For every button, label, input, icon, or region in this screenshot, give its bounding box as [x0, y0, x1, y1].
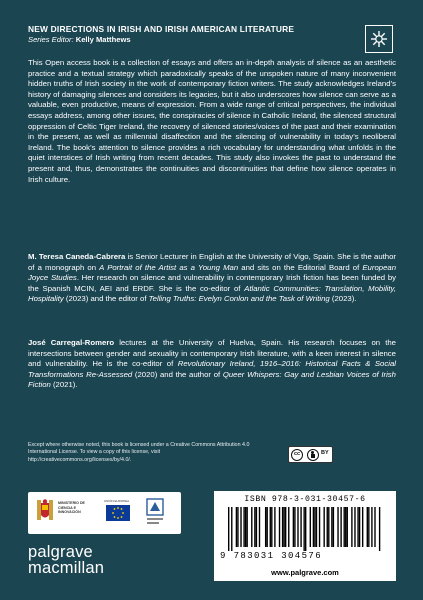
license-notice: Except where otherwise noted, this book is licensed under a Creative Commons Attribution 4.0 International License. To view a copy of this license, visit http://creativecommons.org/licenses/by/4.0/. — [28, 442, 250, 463]
barcode-bar — [246, 507, 247, 547]
barcode-bar — [288, 507, 289, 547]
barcode-bar — [374, 507, 375, 547]
barcode-bar — [279, 507, 280, 547]
barcode-bar — [379, 507, 380, 551]
editor-bio-caneda — [28, 252, 396, 305]
bio-text: is Senior Lecturer in English at the University of Vigo, Spain. She is the author of a monograph on — [28, 252, 396, 272]
publisher-logo-line2: macmillan — [28, 559, 105, 577]
barcode-graphic — [228, 507, 382, 551]
barcode-bar — [245, 507, 246, 547]
barcode-bar — [371, 507, 372, 547]
barcode-digits: 9 783031 304576 — [220, 551, 323, 561]
barcode-bar — [331, 507, 332, 547]
isbn-barcode-box — [214, 491, 396, 581]
series-editor-name: Kelly Matthews — [75, 35, 131, 44]
open-access-star-icon — [365, 25, 393, 53]
bio-text: lectures at the University of Huelva, Spain. His research focuses on the intersections between gender and sexuality in contemporary Irish literature, with a keen interest in silence and vulnerability. He is the co-editor of — [28, 338, 396, 369]
bio-title: Telling Truths: Evelyn Conlon and the Task of Writing — [148, 294, 330, 304]
isbn-label: ISBN 978-3-031-30457-6 — [244, 495, 366, 504]
barcode-bar — [270, 507, 271, 547]
barcode-bar — [274, 507, 275, 547]
eu-logo — [104, 499, 134, 503]
barcode-bar — [303, 507, 304, 551]
bio-title: Queer Whispers: Gay and Lesbian Voices of Irish Fiction — [28, 369, 396, 390]
barcode-bar — [251, 507, 252, 547]
bio-title: Revolutionary Ireland, 1916–2016: Historical Facts & Social Transformations Re-Assessed — [28, 359, 396, 379]
bio-text: . Her research on silence and vulnerability in contemporary Irish fiction has been funded by the Spanish MCIN, AEI and ERDF. She is the co-editor of — [28, 273, 397, 293]
barcode-bar — [237, 507, 238, 547]
bio-title: A Portrait of the Artist as a Young Man — [99, 262, 239, 272]
series-editor — [28, 35, 131, 44]
barcode-bar — [323, 507, 324, 547]
barcode-bar — [357, 507, 358, 547]
barcode-bar — [351, 507, 352, 547]
barcode-bar — [345, 507, 346, 547]
cc-icon: cc — [291, 449, 303, 461]
barcode-bar — [228, 507, 229, 551]
barcode-bar — [236, 507, 237, 547]
barcode-bar — [240, 507, 241, 547]
barcode-bar — [310, 507, 311, 547]
bio-text: (2020) and the author of — [132, 369, 223, 379]
barcode-bar — [319, 507, 320, 547]
bio-title: European Joyce Studies — [28, 262, 397, 283]
bio-text: (2023) and the editor of — [63, 294, 149, 304]
bio-text: and sits on the Editorial Board of — [238, 262, 363, 272]
funder-logos — [28, 492, 181, 534]
barcode-bar — [344, 507, 345, 547]
barcode-bar — [259, 507, 260, 547]
barcode-bar — [347, 507, 348, 547]
series-title: NEW DIRECTIONS IN IRISH AND IRISH AMERICAN LITERATURE — [28, 24, 295, 34]
bio-title: Atlantic Communities: Translation, Mobility, Hospitality — [28, 283, 396, 304]
barcode-bar — [297, 507, 298, 547]
bio-text: (2021). — [50, 380, 78, 390]
editor-bio-carregal — [28, 338, 396, 391]
eu-label: UNIÓN EUROPEA — [104, 499, 130, 503]
barcode-bar — [314, 507, 315, 547]
attribution-person-icon — [307, 449, 319, 461]
by-label: BY — [321, 450, 329, 456]
cc-by-license-badge — [288, 446, 333, 463]
barcode-bar — [282, 507, 283, 547]
barcode-bar — [231, 507, 232, 551]
eu-flag-icon — [106, 505, 130, 521]
barcode-bar — [328, 507, 329, 547]
barcode-bar — [256, 507, 257, 547]
barcode-bar — [267, 507, 268, 547]
barcode-bar — [294, 507, 295, 547]
barcode-bar — [354, 507, 355, 547]
barcode-bar — [316, 507, 317, 547]
barcode-bar — [362, 507, 363, 547]
spain-coat-of-arms-icon — [36, 498, 54, 524]
series-editor-label: Series Editor: — [28, 35, 74, 44]
bio-text: (2023). — [329, 294, 357, 304]
barcode-bar — [265, 507, 266, 547]
barcode-bar — [368, 507, 369, 547]
barcode-bar — [367, 507, 368, 547]
publisher-logo-line1: palgrave — [28, 543, 93, 561]
bio-name: M. Teresa Caneda-Cabrera — [28, 252, 126, 261]
bio-name: José Carregal-Romero — [28, 338, 115, 347]
barcode-bar — [359, 507, 360, 547]
barcode-bar — [300, 507, 301, 547]
barcode-bar — [327, 507, 328, 547]
book-summary: This Open access book is a collection of essays and offers an in-depth analysis of silence as an aesthetic practice and a textual strategy which paradoxically speaks of the unspoken nature of many inconvenient hidden truths of Irish society in the work of contemporary fiction writers. The study acknowledges Ireland’s history of damaging silences and considers its legacies, but it also underscores how silence can serve as a valuable, even productive, means of expression. From a wide range of critical perspectives, the individual essays address, among other issues, the conspiracies of silence in Catholic Ireland, the silenced structural oppression of Celtic Tiger Ireland, the recovery of silenced stories/voices of the past and their examination in the present, as well as millennial disaffection and the silencing of vulnerability in today’s neoliberal Ireland. The book’s attention to silence provides a rich vocabulary for understanding what unfolds in the quiet interstices of Irish writing from recent decades. This study also invokes the past to understand the present and, thus, demonstrates the continuities and discontinuities that define how silence operates in Irish culture. — [28, 58, 396, 184]
barcode-bar — [283, 507, 284, 547]
barcode-bar — [285, 507, 286, 547]
ministry-label: MINISTERIO DE CIENCIA E INNOVACIÓN — [58, 501, 85, 515]
barcode-bar — [254, 507, 255, 547]
barcode-bar — [333, 507, 334, 547]
publisher-website: www.palgrave.com — [214, 568, 396, 577]
barcode-bar — [305, 507, 306, 551]
barcode-bar — [243, 507, 244, 547]
publisher-logo — [28, 544, 104, 576]
barcode-bar — [293, 507, 294, 547]
research-agency-logo-icon — [144, 497, 166, 527]
barcode-bar — [337, 507, 338, 547]
barcode-bar — [340, 507, 341, 547]
barcode-bar — [313, 507, 314, 547]
barcode-bar — [271, 507, 272, 547]
